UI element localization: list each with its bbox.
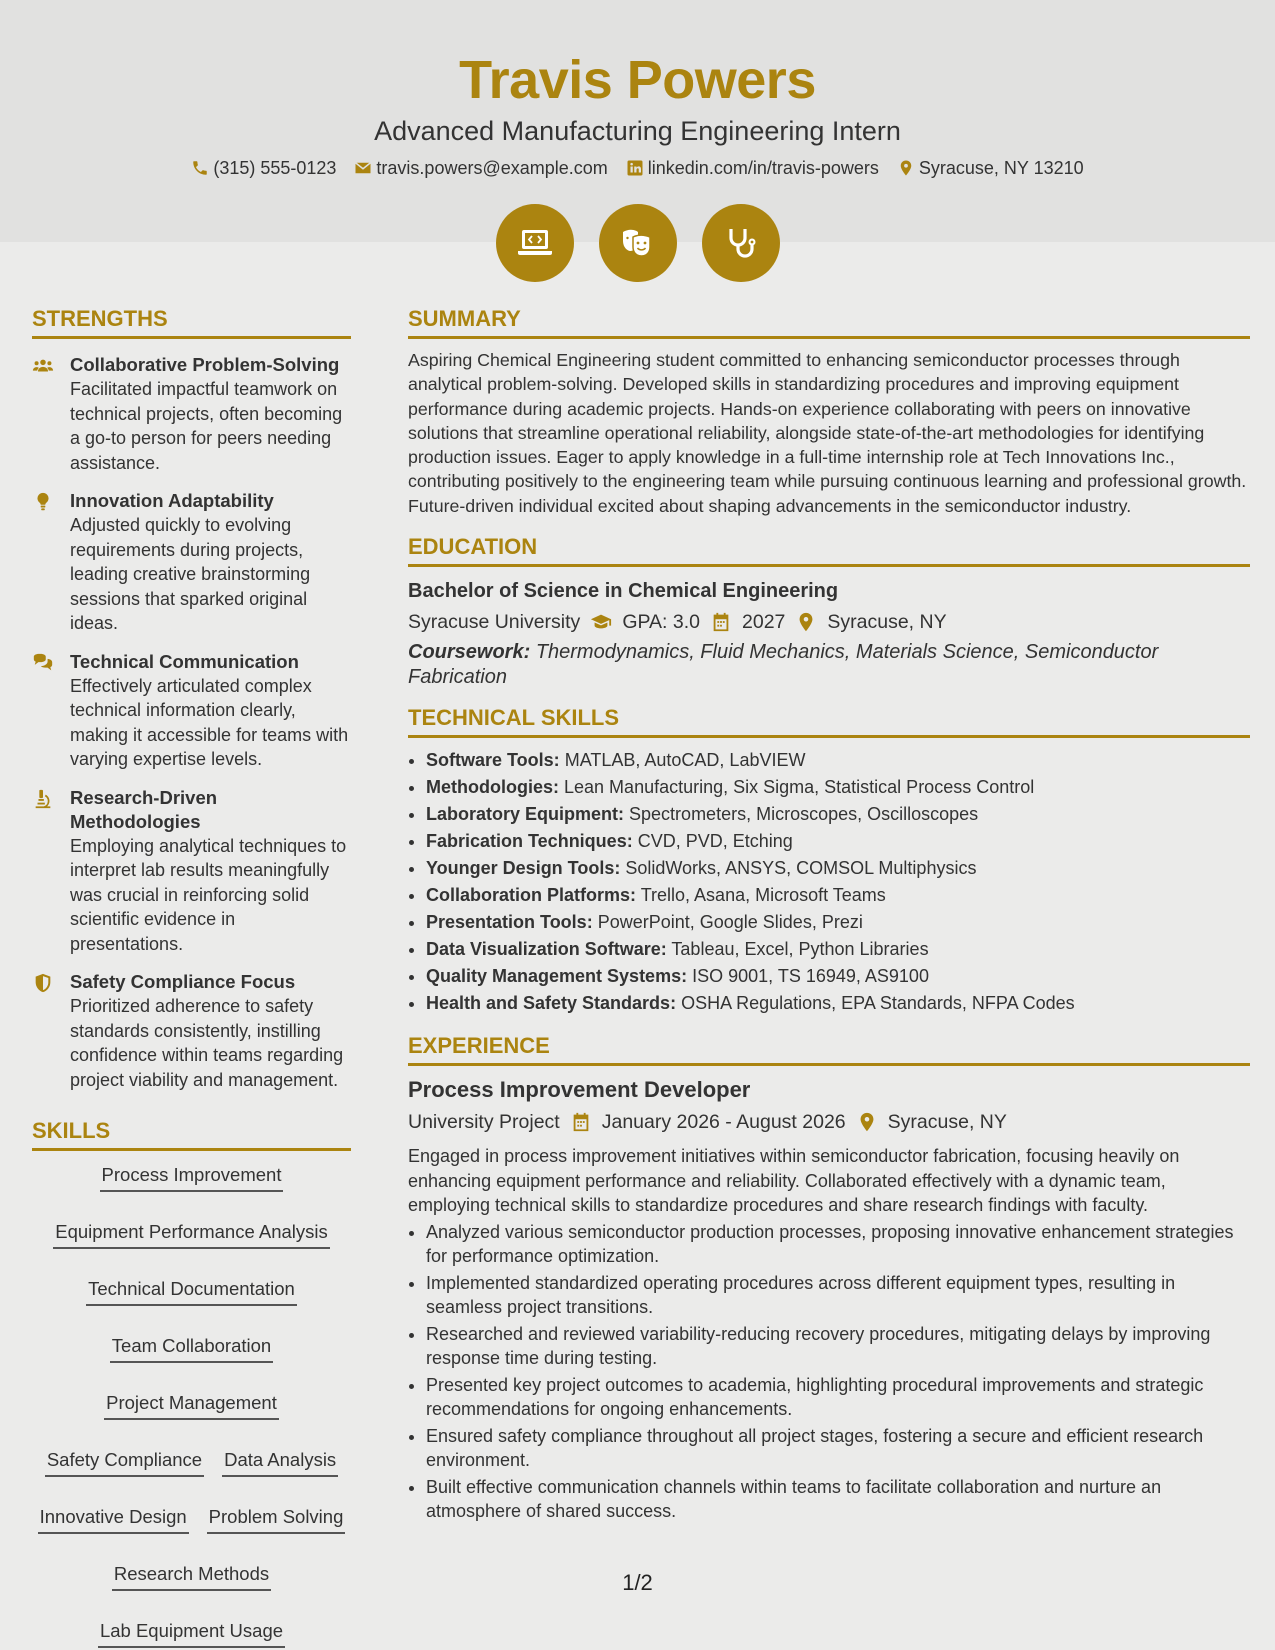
skill-tag: Data Analysis: [222, 1448, 338, 1477]
hobby-icons: [0, 204, 1275, 282]
strength-desc: Employing analytical techniques to interpret lab results meaningfully was crucial in reinforcing solid scientific evidence in presentations.: [70, 835, 347, 954]
page-number: 1/2: [622, 1570, 653, 1595]
list-item: [426, 990, 1250, 1017]
laptop-code-icon: [515, 223, 555, 263]
summary-text: Aspiring Chemical Engineering student committed to enhancing semiconductor processes through analytical problem-solving. Developed skills in standardizing procedures and improving equipment performance during academic projects. Hands-on experience collaborating with peers on innovative solutions that streamline operational reliability, alongside state-of-the-art methodologies for identifying production issues. Eager to apply knowledge in a full-time internship role at Tech Innovations Inc., contributing positively to the engineering team while pursuing continuous learning and professional growth. Future-driven individual excited about shaping advancements in the semiconductor industry.: [408, 350, 1247, 516]
experience-location: Syracuse, NY: [887, 1111, 1007, 1134]
list-item: [426, 963, 1250, 990]
gpa: GPA: 3.0: [622, 611, 700, 634]
skill-tag: Equipment Performance Analysis: [53, 1220, 330, 1249]
hobby-coding: [496, 204, 574, 282]
lightbulb-icon: [32, 491, 54, 513]
skill-label: Data Visualization Software:: [426, 939, 667, 960]
strengths-heading: STRENGTHS: [32, 306, 351, 339]
theater-masks-icon: [618, 223, 658, 263]
strength-item: [32, 970, 351, 1092]
skill-value: ISO 9001, TS 16949, AS9100: [692, 966, 929, 987]
education-location: Syracuse, NY: [827, 611, 947, 634]
contact-email[interactable]: [354, 157, 607, 179]
graduation-cap-icon: [590, 611, 612, 633]
resume-header: [0, 48, 1275, 179]
contact-linkedin[interactable]: [626, 157, 879, 179]
technical-skills-section: [408, 705, 1250, 1017]
skill-tag: Technical Documentation: [86, 1277, 297, 1306]
calendar-icon: [710, 611, 732, 633]
coursework-list: Thermodynamics, Fluid Mechanics, Materials Science, Semiconductor Fabrication: [408, 641, 1159, 688]
shield-icon: [32, 972, 54, 994]
left-column: [32, 306, 351, 1648]
phone-icon: [191, 159, 209, 177]
coursework-label: Coursework:: [408, 641, 531, 664]
list-item: • Researched and reviewed variability-reducing recovery procedures, mitigating delays by improving response time during testing.: [426, 1322, 1250, 1371]
skill-value: CVD, PVD, Etching: [637, 831, 793, 852]
education-meta: [408, 608, 1250, 636]
skill-label: Software Tools:: [426, 750, 560, 771]
contact-location: [897, 157, 1084, 179]
map-pin-icon: [856, 1111, 878, 1133]
skill-label: Fabrication Techniques:: [426, 831, 633, 852]
list-item: [426, 747, 1250, 774]
education-heading: EDUCATION: [408, 534, 1250, 567]
list-item: • Ensured safety compliance throughout all project stages, fostering a secure and efficient research environment.: [426, 1424, 1250, 1473]
contact-row: [0, 157, 1275, 179]
strength-desc: Adjusted quickly to evolving requirements during projects, leading creative brainstorming sessions that sparked original ideas.: [70, 515, 311, 633]
degree: Bachelor of Science in Chemical Engineering: [408, 580, 839, 603]
list-item: [426, 855, 1250, 882]
list-item: [426, 828, 1250, 855]
technical-skills-heading: TECHNICAL SKILLS: [408, 705, 1250, 738]
hobby-medicine: [702, 204, 780, 282]
users-icon: [32, 355, 54, 377]
skill-value: MATLAB, AutoCAD, LabVIEW: [564, 750, 806, 771]
school-name: Syracuse University: [408, 611, 581, 634]
skill-tag: Research Methods: [112, 1562, 271, 1591]
strength-title: Innovation Adaptability: [70, 490, 274, 511]
coursework: [408, 640, 1250, 689]
skill-tag: Project Management: [104, 1391, 279, 1420]
map-pin-icon: [897, 159, 915, 177]
contact-phone-text: (315) 555-0123: [213, 158, 337, 178]
strength-item: [32, 650, 351, 772]
skill-label: Methodologies:: [426, 777, 559, 798]
strength-title: Safety Compliance Focus: [70, 971, 296, 992]
comments-icon: [32, 652, 54, 674]
list-item: [426, 936, 1250, 963]
skill-label: Presentation Tools:: [426, 912, 593, 933]
technical-skills-list: [408, 747, 1250, 1017]
linkedin-icon: [626, 159, 644, 177]
contact-location-text: Syracuse, NY 13210: [918, 158, 1084, 178]
skill-label: Younger Design Tools:: [426, 858, 621, 879]
strength-desc: Facilitated impactful teamwork on technical projects, often becoming a go-to person for peers needing assistance.: [70, 379, 343, 473]
calendar-icon: [570, 1111, 592, 1133]
graduation-year: 2027: [742, 611, 786, 634]
skill-label: Collaboration Platforms:: [426, 885, 637, 906]
list-item: • Built effective communication channels within teams to facilitate collaboration and nurture an atmosphere of shared success.: [426, 1475, 1250, 1524]
strength-desc: Prioritized adherence to safety standards consistently, instilling confidence within teams regarding project viability and management.: [70, 996, 344, 1090]
skill-value: Lean Manufacturing, Six Sigma, Statistical Process Control: [564, 777, 1035, 798]
contact-email-text: travis.powers@example.com: [376, 158, 608, 178]
contact-phone[interactable]: [191, 157, 336, 179]
list-item: [426, 774, 1250, 801]
skills-heading: SKILLS: [32, 1118, 351, 1151]
right-column: [408, 306, 1250, 1526]
hobby-theater: [599, 204, 677, 282]
skill-tag: Team Collaboration: [110, 1334, 273, 1363]
skill-tag: Lab Equipment Usage: [98, 1619, 285, 1648]
strength-item: [32, 489, 351, 636]
list-item: [426, 801, 1250, 828]
strength-title: Collaborative Problem-Solving: [70, 354, 340, 375]
skill-tag: Safety Compliance: [45, 1448, 204, 1477]
list-item: • Implemented standardized operating procedures across different equipment types, resulting in seamless project transitions.: [426, 1271, 1250, 1320]
list-item: • Presented key project outcomes to academia, highlighting procedural improvements and strategic recommendations for ongoing enhancements.: [426, 1373, 1250, 1422]
skill-value: Tableau, Excel, Python Libraries: [671, 939, 929, 960]
skill-tag: Problem Solving: [207, 1505, 346, 1534]
skill-tag: Innovative Design: [38, 1505, 189, 1534]
strength-desc: Effectively articulated complex technical information clearly, making it accessible for teams with varying expertise levels.: [70, 675, 349, 769]
summary-heading: SUMMARY: [408, 306, 1250, 339]
job-title: Advanced Manufacturing Engineering Intern: [374, 116, 901, 146]
contact-linkedin-text: linkedin.com/in/travis-powers: [647, 158, 879, 178]
list-item: [426, 909, 1250, 936]
candidate-name: Travis Powers: [459, 50, 816, 110]
skill-label: Quality Management Systems:: [426, 966, 688, 987]
microscope-icon: [32, 788, 54, 810]
skill-label: Laboratory Equipment:: [426, 804, 625, 825]
experience-meta: [408, 1108, 1250, 1136]
list-item: • Analyzed various semiconductor production processes, proposing innovative enhancement strategies for performance optimization.: [426, 1220, 1250, 1269]
experience-desc: Engaged in process improvement initiatives within semiconductor fabrication, focusing heavily on enhancing equipment performance and reliability. Collaborated effectively with a dynamic team, employing technical skills to standardize procedures and share research findings with faculty.: [408, 1146, 1180, 1216]
skill-value: Trello, Asana, Microsoft Teams: [640, 885, 886, 906]
envelope-icon: [354, 159, 372, 177]
list-item: [426, 882, 1250, 909]
experience-dates: January 2026 - August 2026: [601, 1111, 846, 1134]
strength-title: Research-Driven Methodologies: [70, 786, 218, 832]
strength-item: [32, 786, 351, 957]
experience-org: University Project: [408, 1111, 560, 1134]
map-pin-icon: [795, 611, 817, 633]
skill-value: Spectrometers, Microscopes, Oscilloscopes: [629, 804, 979, 825]
skill-value: OSHA Regulations, EPA Standards, NFPA Codes: [681, 993, 1075, 1014]
skill-value: PowerPoint, Google Slides, Prezi: [597, 912, 863, 933]
skill-label: Health and Safety Standards:: [426, 993, 677, 1014]
strength-item: [32, 353, 351, 475]
experience-bullets: [408, 1220, 1250, 1524]
strength-title: Technical Communication: [70, 650, 299, 672]
experience-section: [408, 1033, 1250, 1524]
education-section: [408, 534, 1250, 689]
skill-tag: Process Improvement: [100, 1163, 284, 1192]
stethoscope-icon: [721, 223, 761, 263]
experience-title: Process Improvement Developer: [408, 1077, 751, 1103]
skill-value: SolidWorks, ANSYS, COMSOL Multiphysics: [625, 858, 977, 879]
experience-heading: EXPERIENCE: [408, 1033, 1250, 1066]
